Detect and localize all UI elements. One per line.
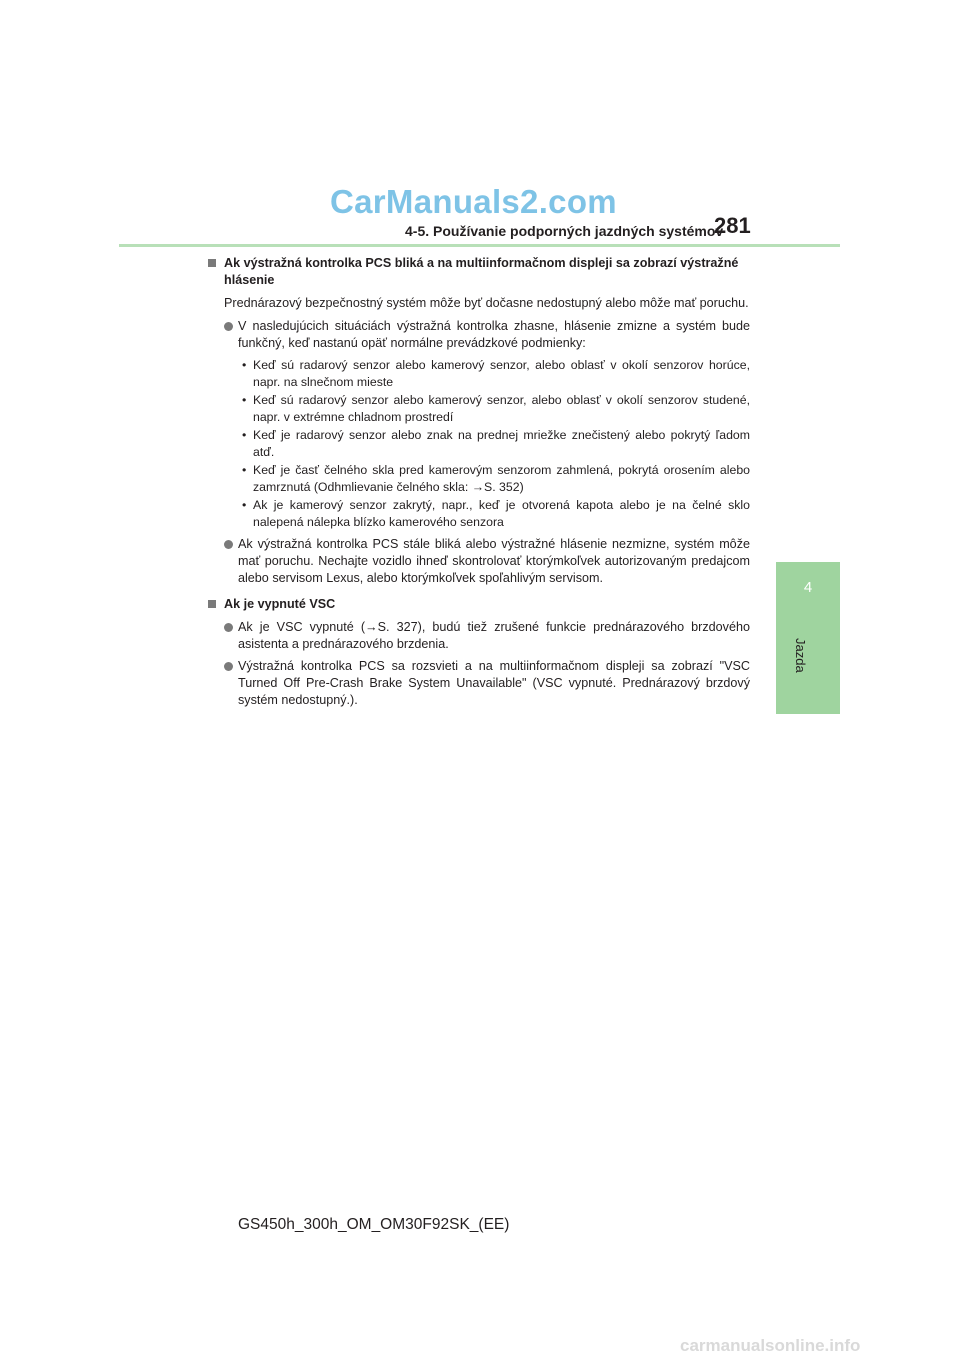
circle-bullet-icon <box>224 623 233 632</box>
sub-list-item <box>208 357 750 391</box>
list-item-text: Ak je VSC vypnuté (→S. 327), budú tiež zrušené funkcie prednárazového brzdového asistenta a prednárazového brzdenia. <box>238 620 750 651</box>
sub-list-item <box>208 462 750 496</box>
page-number: 281 <box>714 213 751 238</box>
sub-list-item <box>208 427 750 461</box>
list-item <box>208 619 750 653</box>
sub-list-text: Keď je časť čelného skla pred kamerovým senzorom zahmlená, pokrytá orosením alebo zamrznutá (Odhmlievanie čelného skla: →S. 352) <box>253 463 750 494</box>
list-item <box>208 318 750 352</box>
section-title: 4-5. Používanie podporných jazdných systémov <box>405 223 724 239</box>
list-item <box>208 536 750 587</box>
sub-list-text: Ak je kamerový senzor zakrytý, napr., keď je otvorená kapota alebo je na čelné sklo nalepená nálepka blízko kamerového senzora <box>253 498 750 529</box>
dot-icon: • <box>242 498 247 512</box>
sub-list-text: Keď sú radarový senzor alebo kamerový senzor, alebo oblasť v okolí senzorov studené, napr. v extrémne chladnom prostredí <box>253 393 750 424</box>
dot-icon: • <box>242 358 247 372</box>
sub-list-text: Keď sú radarový senzor alebo kamerový senzor, alebo oblasť v okolí senzorov horúce, napr. na slnečnom mieste <box>253 358 750 389</box>
square-bullet-icon <box>208 600 216 608</box>
dot-icon: • <box>242 393 247 407</box>
circle-bullet-icon <box>224 662 233 671</box>
heading-text: Ak je vypnuté VSC <box>224 597 336 611</box>
circle-bullet-icon <box>224 322 233 331</box>
dot-icon: • <box>242 428 247 442</box>
chapter-label: Jazda <box>793 638 808 673</box>
chapter-tab <box>776 562 840 714</box>
watermark-logo: CarManuals2.com <box>330 183 617 220</box>
circle-bullet-icon <box>224 540 233 549</box>
sub-list-item <box>208 497 750 531</box>
dot-icon: • <box>242 463 247 477</box>
chapter-number: 4 <box>803 579 813 596</box>
square-bullet-icon <box>208 259 216 267</box>
sub-list-item <box>208 392 750 426</box>
header-divider <box>119 244 840 247</box>
section-heading <box>208 596 750 613</box>
list-item <box>208 658 750 709</box>
list-item-text: Výstražná kontrolka PCS sa rozsvieti a na multiinformačnom displeji sa zobrazí "VSC Turned Off Pre-Crash Brake System Unavailable" (VSC vypnuté. Prednárazový brzdový systém nedostupný.). <box>238 659 750 707</box>
list-item-text: Ak výstražná kontrolka PCS stále bliká alebo výstražné hlásenie nezmizne, systém môže mať poruchu. Nechajte vozidlo ihneď skontrolovať ktorýmkoľvek autorizovaným predajcom alebo servisom Lexus, alebo ktorýmkoľvek spoľahlivým servisom. <box>238 537 750 585</box>
list-item-text: V nasledujúcich situáciách výstražná kontrolka zhasne, hlásenie zmizne a systém bude funkčný, keď nastanú opäť normálne prevádzkové podmienky: <box>238 319 750 350</box>
heading-text: Ak výstražná kontrolka PCS bliká a na multiinformačnom displeji sa zobrazí výstražné hlásenie <box>224 256 739 287</box>
footer-watermark: carmanualsonline.info <box>680 1336 861 1355</box>
sub-list-text: Keď je radarový senzor alebo znak na prednej mriežke znečistený alebo pokrytý ľadom atď. <box>253 428 750 459</box>
page-content <box>208 255 750 714</box>
section-heading <box>208 255 750 289</box>
document-code: GS450h_300h_OM_OM30F92SK_(EE) <box>238 1216 510 1233</box>
paragraph: Prednárazový bezpečnostný systém môže byť dočasne nedostupný alebo môže mať poruchu. <box>224 296 749 310</box>
